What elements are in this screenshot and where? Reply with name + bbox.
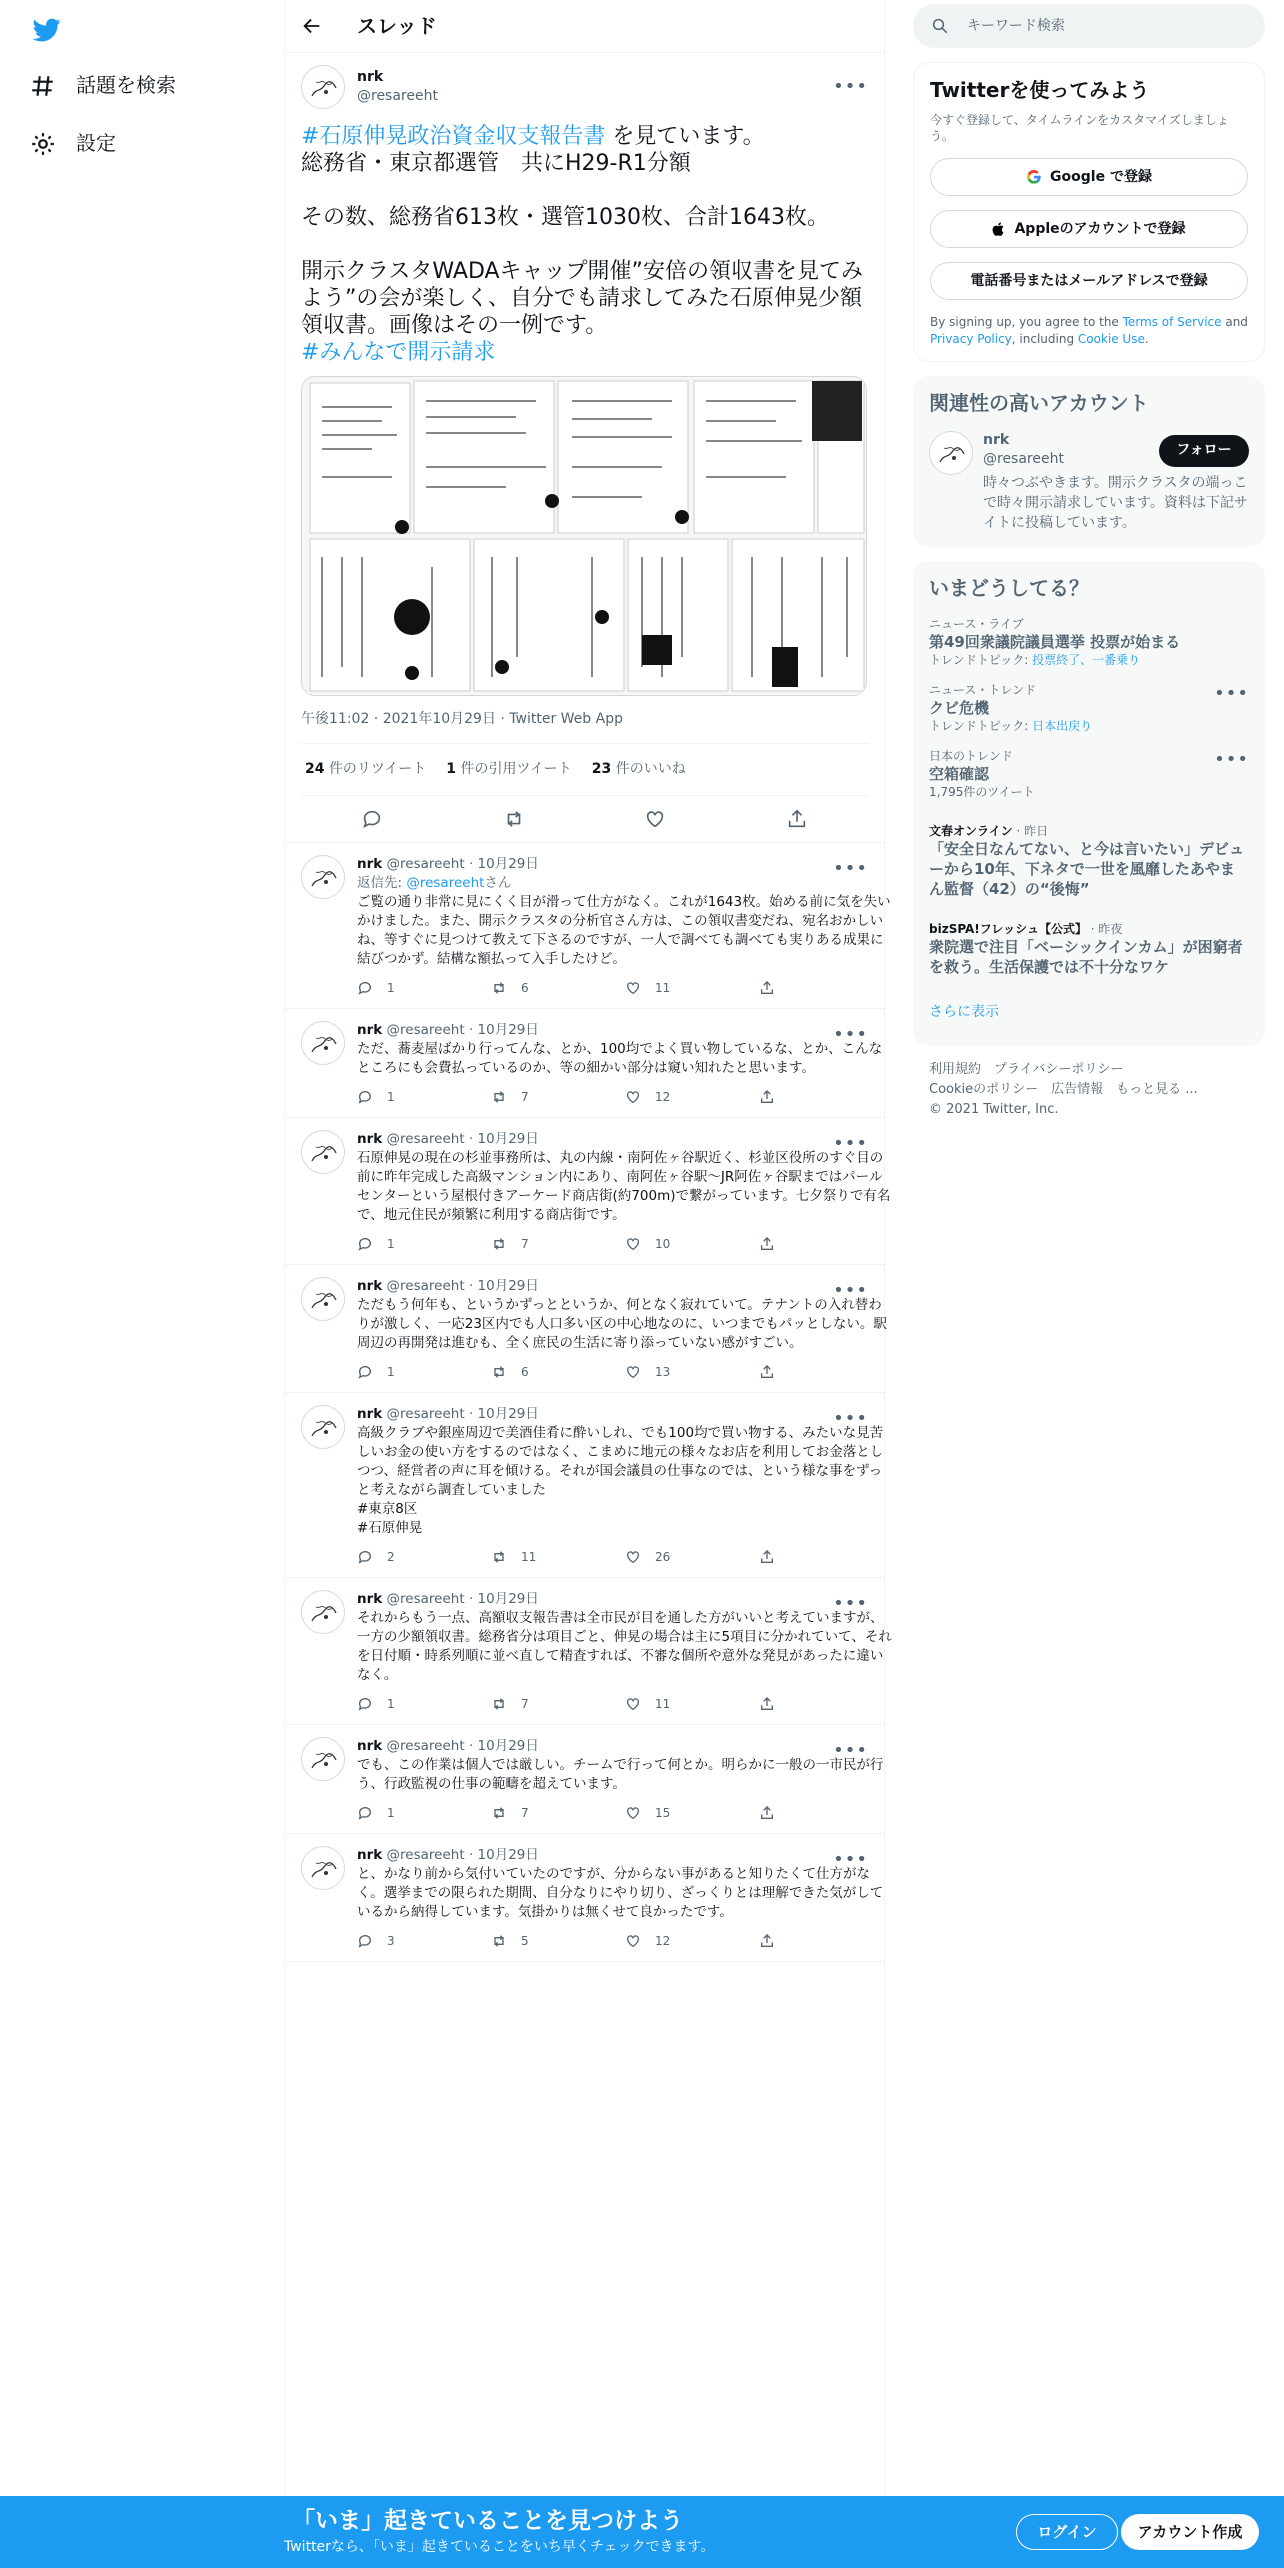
reply-date[interactable]: · 10月29日	[468, 1846, 539, 1863]
more-icon[interactable]: •••	[833, 76, 868, 97]
search-box[interactable]	[913, 4, 1265, 48]
reply-tweet[interactable]	[285, 1265, 887, 1393]
share-button[interactable]	[759, 1804, 893, 1823]
author-handle[interactable]: @resareeht	[386, 1405, 465, 1422]
footer-line-2[interactable]: Cookieのポリシー 広告情報 もっと見る ...	[929, 1081, 1198, 1097]
reply-date[interactable]: · 10月29日	[468, 1405, 539, 1422]
reply-header	[357, 1737, 893, 1756]
reply-icon[interactable]	[361, 808, 383, 830]
reply-actions	[357, 1932, 893, 1951]
share-button[interactable]	[759, 1235, 893, 1254]
avatar[interactable]	[301, 1277, 345, 1321]
like-button[interactable]: 10	[625, 1235, 759, 1254]
phone-signup-button[interactable]	[930, 262, 1248, 300]
like-button[interactable]: 13	[625, 1363, 759, 1382]
more-icon[interactable]: •••	[833, 1407, 868, 1429]
tweet-actions	[301, 796, 868, 842]
share-icon	[759, 1236, 775, 1252]
signup-desc: 今すぐ登録して、タイムラインをカスタマイズしましょう。	[930, 113, 1229, 144]
reply-actions	[357, 1235, 893, 1254]
reply-button[interactable]: 1	[357, 979, 491, 998]
retweet-button[interactable]: 6	[491, 979, 625, 998]
footer-line-1[interactable]: 利用規約 プライバシーポリシー	[929, 1061, 1124, 1077]
retweet-icon	[491, 1696, 507, 1712]
bottom-subtext: Twitterなら、「いま」起きていることをいち早くチェックできます。	[284, 2539, 715, 2555]
retweet-icon	[491, 1933, 507, 1949]
avatar[interactable]	[301, 1590, 345, 1634]
reply-header	[357, 1590, 893, 1609]
author-name[interactable]: nrk	[357, 1277, 383, 1294]
share-icon	[759, 980, 775, 996]
share-icon	[759, 1805, 775, 1821]
news-item[interactable]	[929, 823, 1249, 899]
reply-text: でも、この作業は個人では厳しい。チームで行って何とか。明らかに一般の一市民が行う、行政監視の仕事の範疇を超えています。	[357, 1756, 884, 1792]
reply-icon	[357, 1364, 373, 1380]
reply-date[interactable]: · 10月29日	[468, 855, 539, 872]
news-source-line	[929, 921, 1249, 937]
reply-to: 返信先: @resareehtさん	[357, 874, 512, 891]
terms-text: By signing up, you agree to the Terms of Service and Privacy Policy, including Cookie Use.	[930, 315, 1248, 346]
tweet-stats	[301, 744, 868, 796]
copyright: © 2021 Twitter, Inc.	[929, 1101, 1059, 1117]
show-more-link[interactable]: さらに表示	[929, 1004, 999, 1021]
like-button[interactable]: 11	[625, 979, 759, 998]
retweet-icon	[491, 1236, 507, 1252]
news-item[interactable]	[929, 921, 1249, 977]
trends-panel	[913, 561, 1265, 1046]
trend-item[interactable]	[929, 616, 1249, 668]
related-account-handle: @resareeht	[983, 450, 1064, 467]
author-name[interactable]: nrk	[357, 1590, 383, 1607]
heart-icon	[625, 1933, 641, 1949]
author-handle[interactable]: @resareeht	[386, 1846, 465, 1863]
news-list	[929, 823, 1249, 977]
heart-icon[interactable]	[644, 808, 666, 830]
more-icon[interactable]: •••	[833, 1739, 868, 1761]
like-button[interactable]: 15	[625, 1804, 759, 1823]
gear-icon	[30, 131, 56, 157]
news-title: 衆院選で注目「ベーシックインカム」が困窮者を救う。生活保護では不十分なワケ	[929, 938, 1243, 977]
page-title: スレッド	[357, 13, 437, 38]
news-source: 文春オンライン	[929, 823, 1013, 838]
author-handle[interactable]: @resareeht	[357, 88, 438, 104]
like-button[interactable]: 26	[625, 1548, 759, 1567]
signup-title: Twitterを使ってみよう	[930, 78, 1150, 102]
terms-link[interactable]: Terms of Service	[1122, 315, 1222, 330]
trends-title: いまどうしてる？	[929, 575, 1089, 600]
reply-tweet[interactable]	[285, 1009, 884, 1118]
trend-sub-link[interactable]: 日本出戻り	[1032, 719, 1093, 734]
phone-signup-label: 電話番号またはメールアドレスで登録	[970, 272, 1208, 289]
reply-tweet[interactable]	[285, 1578, 892, 1725]
google-signup-button[interactable]	[930, 158, 1248, 196]
author-name[interactable]: nrk	[357, 69, 384, 86]
heart-icon	[625, 1364, 641, 1380]
related-account-name: nrk	[983, 431, 1010, 448]
privacy-link[interactable]: Privacy Policy	[930, 331, 1012, 346]
news-source-line	[929, 823, 1249, 839]
retweet-icon	[491, 1549, 507, 1565]
reply-text: それからもう一点、高額収支報告書は全市民が目を通した方がいいと考えていますが、一方の少額領収書。総務省分は項目ごと、伸晃の場合は主に5項目に分かれていて、それを日付順・時系列順に並べ直して精査すれば、不審な個所や意外な発見があったに違いなく。	[357, 1609, 892, 1683]
author-handle[interactable]: @resareeht	[386, 1590, 465, 1607]
signup-panel	[913, 62, 1265, 362]
retweet-button[interactable]: 7	[491, 1235, 625, 1254]
trend-list	[929, 616, 1249, 801]
reply-list	[285, 843, 892, 1962]
author-name[interactable]: nrk	[357, 1737, 383, 1754]
like-button[interactable]: 12	[625, 1088, 759, 1107]
share-button[interactable]	[759, 1695, 893, 1714]
author-name[interactable]: nrk	[357, 855, 383, 872]
retweet-button[interactable]: 7	[491, 1088, 625, 1107]
reply-button[interactable]: 3	[357, 1932, 491, 1951]
reply-button[interactable]: 2	[357, 1548, 491, 1567]
footer-links	[913, 1046, 1265, 1134]
trend-title: クビ危機	[929, 699, 990, 718]
nav-settings[interactable]	[30, 130, 116, 157]
reply-actions	[357, 979, 893, 998]
bottom-headline: 「いま」起きていることを見つけよう	[292, 2508, 683, 2534]
more-icon[interactable]: •••	[833, 1279, 868, 1301]
avatar[interactable]	[301, 1405, 345, 1449]
author-handle[interactable]: @resareeht	[386, 855, 465, 872]
reply-actions	[357, 1088, 893, 1107]
reply-date[interactable]: · 10月29日	[468, 1590, 539, 1607]
reply-tweet[interactable]	[285, 1118, 891, 1265]
author-handle[interactable]: @resareeht	[386, 1737, 465, 1754]
author-handle[interactable]: @resareeht	[386, 1021, 465, 1038]
hashtag-link-2[interactable]: #みんなで開示請求	[301, 340, 496, 365]
reply-header	[357, 855, 893, 874]
heart-icon	[625, 1549, 641, 1565]
retweet-stat[interactable]: 24 件のリツイート	[305, 760, 427, 777]
share-button[interactable]	[759, 1932, 893, 1951]
quote-stat[interactable]: 1 件の引用ツイート	[446, 760, 572, 777]
related-accounts-panel	[913, 376, 1265, 547]
reply-text: 石原伸晃の現在の杉並事務所は、丸の内線・南阿佐ヶ谷駅近く、杉並区役所のすぐ目の前に昨年完成した高級マンション内にあり、南阿佐ヶ谷駅～JR阿佐ヶ谷駅まではパールセンターという屋根付きアーケード商店街(約700m)で繋がっています。七夕祭りで有名で、地元住民が頻繁に利用する商店街です。	[357, 1149, 891, 1223]
heart-icon	[625, 1805, 641, 1821]
reply-icon	[357, 1089, 373, 1105]
like-stat[interactable]: 23 件のいいね	[591, 760, 686, 777]
like-button[interactable]: 11	[625, 1695, 759, 1714]
hashtag-icon	[30, 73, 56, 99]
reply-header	[357, 1405, 893, 1424]
news-title: 「安全日なんてない、と今は言いたい」デビューから10年、下ネタで一世を風靡したあやまん監督（42）の“後悔”	[929, 839, 1245, 898]
reply-actions	[357, 1695, 893, 1714]
reply-icon	[357, 1549, 373, 1565]
more-icon[interactable]: •••	[833, 1023, 868, 1045]
share-icon[interactable]	[786, 808, 808, 830]
apple-signup-button[interactable]	[930, 210, 1248, 248]
reply-hashtags[interactable]: #東京8区 #石原伸晃	[357, 1500, 423, 1536]
author-name[interactable]: nrk	[357, 1130, 383, 1147]
retweet-icon	[491, 980, 507, 996]
reply-date[interactable]: · 10月29日	[468, 1021, 539, 1038]
avatar[interactable]	[301, 1021, 345, 1065]
retweet-icon	[491, 1805, 507, 1821]
signup-button[interactable]: アカウント作成	[1121, 2514, 1259, 2550]
more-icon[interactable]: •••	[833, 1132, 868, 1154]
retweet-button[interactable]: 7	[491, 1804, 625, 1823]
more-icon[interactable]: •••	[833, 1592, 868, 1614]
reply-button[interactable]: 1	[357, 1235, 491, 1254]
trend-item[interactable]	[929, 682, 1249, 734]
author-name[interactable]: nrk	[357, 1021, 383, 1038]
author-handle[interactable]: @resareeht	[386, 1277, 465, 1294]
reply-actions	[357, 1548, 893, 1567]
reply-header	[357, 1277, 893, 1296]
retweet-icon	[491, 1364, 507, 1380]
google-icon	[1026, 169, 1042, 185]
retweet-icon[interactable]	[503, 808, 525, 830]
thread-column	[284, 0, 892, 2568]
reply-icon	[357, 1933, 373, 1949]
thread-header	[285, 0, 884, 53]
nav-explore[interactable]	[30, 72, 176, 99]
reply-text: 高級クラブや銀座周辺で美酒佳肴に酔いしれ、でも100均で買い物する、みたいな見苦しいお金の使い方をするのではなく、こまめに地元の様々なお店を利用してお金落としつつ、経営者の声に耳を傾ける。それが国会議員の仕事なのでは、という様な事をずっと考えながら調査していました	[357, 1424, 884, 1498]
retweet-button[interactable]: 7	[491, 1695, 625, 1714]
reply-text: ただもう何年も、というかずっとというか、何となく寂れていて。テナントの入れ替わりが激しく、一応23区内でも人口多い区の中心地なのに、いつまでもパッとしない。駅周辺の再開発は進むも、全く庶民の生活に寄り添っていない感がすごい。	[357, 1296, 887, 1351]
reply-to-link[interactable]: @resareeht	[406, 874, 485, 891]
reply-text: と、かなり前から気付いていたのですが、分からない事があると知りたくて仕方がなく。選挙までの限られた期間、自分なりにやり切り、ざっくりとは理解できた気がしているから納得しています。気掛かりは無くせて良かったです。	[357, 1865, 884, 1920]
share-button[interactable]	[759, 979, 893, 998]
share-icon	[759, 1364, 775, 1380]
related-title: 関連性の高いアカウント	[929, 390, 1149, 415]
trend-sub: 1,795件のツイート	[929, 785, 1035, 800]
avatar[interactable]	[301, 65, 345, 109]
hashtag-link[interactable]: #石原伸晃政治資金収支報告書	[301, 124, 606, 149]
nav-explore-label: 話題を検索	[76, 73, 176, 97]
heart-icon	[625, 1089, 641, 1105]
reply-tweet[interactable]	[285, 1393, 884, 1578]
reply-header	[357, 1021, 893, 1040]
avatar[interactable]	[929, 431, 973, 475]
trend-title: 空箱確認	[929, 765, 990, 784]
avatar[interactable]	[301, 855, 345, 899]
reply-button[interactable]: 1	[357, 1363, 491, 1382]
news-time: · 昨日	[1016, 823, 1049, 838]
avatar[interactable]	[301, 1130, 345, 1174]
like-button[interactable]: 12	[625, 1932, 759, 1951]
google-signup-label: Google で登録	[1050, 168, 1152, 185]
tweet-author	[301, 65, 868, 109]
more-icon[interactable]: •••	[833, 857, 868, 879]
heart-icon	[625, 1236, 641, 1252]
share-icon	[759, 1696, 775, 1712]
trend-sub: トレンドトピック: 投票終了、一番乗り	[929, 652, 1141, 667]
reply-text: ただ、蕎麦屋ばかり行ってんな、とか、100均でよく買い物しているな、とか、こんなところにも会費払っているのか、等の細かい部分は窺い知れたと思います。	[357, 1040, 883, 1076]
main-tweet	[285, 53, 884, 843]
avatar[interactable]	[301, 1737, 345, 1781]
related-account[interactable]	[929, 431, 1249, 533]
more-icon[interactable]: •••	[833, 1848, 868, 1870]
related-account-bio: 時々つぶやきます。開示クラスタの端っこで時々開示請求しています。資料は下記サイトに投稿しています。	[983, 474, 1248, 531]
retweet-button[interactable]: 11	[491, 1548, 625, 1567]
news-source: bizSPA!フレッシュ【公式】	[929, 921, 1087, 936]
reply-icon	[357, 1696, 373, 1712]
reply-tweet[interactable]	[285, 1834, 884, 1962]
tweet-image[interactable]	[301, 376, 867, 696]
left-nav	[0, 0, 284, 2568]
reply-date[interactable]: · 10月29日	[468, 1737, 539, 1754]
bottom-signup-bar	[0, 2496, 1284, 2568]
apple-signup-label: Appleのアカウントで登録	[1014, 220, 1186, 237]
retweet-icon	[491, 1089, 507, 1105]
trend-category: 日本のトレンド	[929, 749, 1013, 764]
retweet-button[interactable]: 5	[491, 1932, 625, 1951]
trend-sub-link[interactable]: 投票終了、一番乗り	[1032, 652, 1141, 667]
avatar[interactable]	[301, 1846, 345, 1890]
tweet-body: を見ています。 総務省・東京都選管 共にH29-R1分額 その数、総務省613枚・選管1030枚、合計1643枚。 開示クラスタWADAキャップ開催”安倍の領収書を見てみよう”の会が楽しく、自分でも請求してみた石原伸晃少額領収書。画像はその一例です。	[301, 124, 863, 338]
right-sidebar	[913, 0, 1265, 1134]
reply-icon	[357, 980, 373, 996]
trend-sub: トレンドトピック: 日本出戻り	[929, 719, 1093, 734]
twitter-logo-icon[interactable]	[30, 16, 64, 44]
tweet-timestamp: 午後11:02 · 2021年10月29日 · Twitter Web App	[301, 696, 868, 744]
author-name[interactable]: nrk	[357, 1405, 383, 1422]
follow-button[interactable]: フォロー	[1159, 435, 1249, 467]
search-icon	[931, 17, 949, 35]
trend-title: 第49回衆議院議員選挙 投票が始まる	[929, 632, 1181, 651]
author-name[interactable]: nrk	[357, 1846, 383, 1863]
reply-header	[357, 1846, 893, 1865]
back-arrow-icon[interactable]	[301, 15, 323, 37]
reply-date[interactable]: · 10月29日	[468, 1130, 539, 1147]
search-input[interactable]: キーワード検索	[967, 17, 1065, 34]
share-icon	[759, 1549, 775, 1565]
reply-icon	[357, 1805, 373, 1821]
heart-icon	[625, 980, 641, 996]
news-time: · 昨夜	[1090, 921, 1123, 936]
trend-category: ニュース・トレンド	[929, 682, 1037, 697]
nav-settings-label: 設定	[76, 131, 116, 155]
reply-tweet[interactable]	[285, 843, 891, 1009]
reply-icon	[357, 1236, 373, 1252]
share-icon	[759, 1933, 775, 1949]
cookie-link[interactable]: Cookie Use	[1077, 331, 1145, 346]
reply-header	[357, 1130, 893, 1149]
trend-category: ニュース・ライブ	[929, 616, 1024, 631]
reply-actions	[357, 1804, 893, 1823]
apple-icon	[992, 221, 1006, 237]
reply-button[interactable]: 1	[357, 1804, 491, 1823]
reply-text: ご覧の通り非常に見にくく目が滑って仕方がなく。これが1643枚。始める前に気を失いかけました。また、開示クラスタの分析官さん方は、この領収書変だね、宛名おかしいね、等すぐに見つけて教えて下さるのですが、一人で調べても調べても実りある成果に結びつかず。結構な額払って入手したけど。	[357, 893, 891, 967]
author-handle[interactable]: @resareeht	[386, 1130, 465, 1147]
heart-icon	[625, 1696, 641, 1712]
more-icon[interactable]: •••	[1214, 682, 1249, 704]
reply-button[interactable]: 1	[357, 1088, 491, 1107]
share-icon	[759, 1089, 775, 1105]
tweet-text	[301, 123, 868, 366]
share-button[interactable]	[759, 1088, 893, 1107]
retweet-button[interactable]: 6	[491, 1363, 625, 1382]
reply-actions	[357, 1363, 893, 1382]
share-button[interactable]	[759, 1363, 893, 1382]
trend-item[interactable]	[929, 748, 1249, 800]
reply-tweet[interactable]	[285, 1725, 884, 1834]
more-icon[interactable]: •••	[1214, 749, 1249, 771]
login-button[interactable]: ログイン	[1016, 2514, 1118, 2550]
share-button[interactable]	[759, 1548, 893, 1567]
reply-date[interactable]: · 10月29日	[468, 1277, 539, 1294]
reply-button[interactable]: 1	[357, 1695, 491, 1714]
